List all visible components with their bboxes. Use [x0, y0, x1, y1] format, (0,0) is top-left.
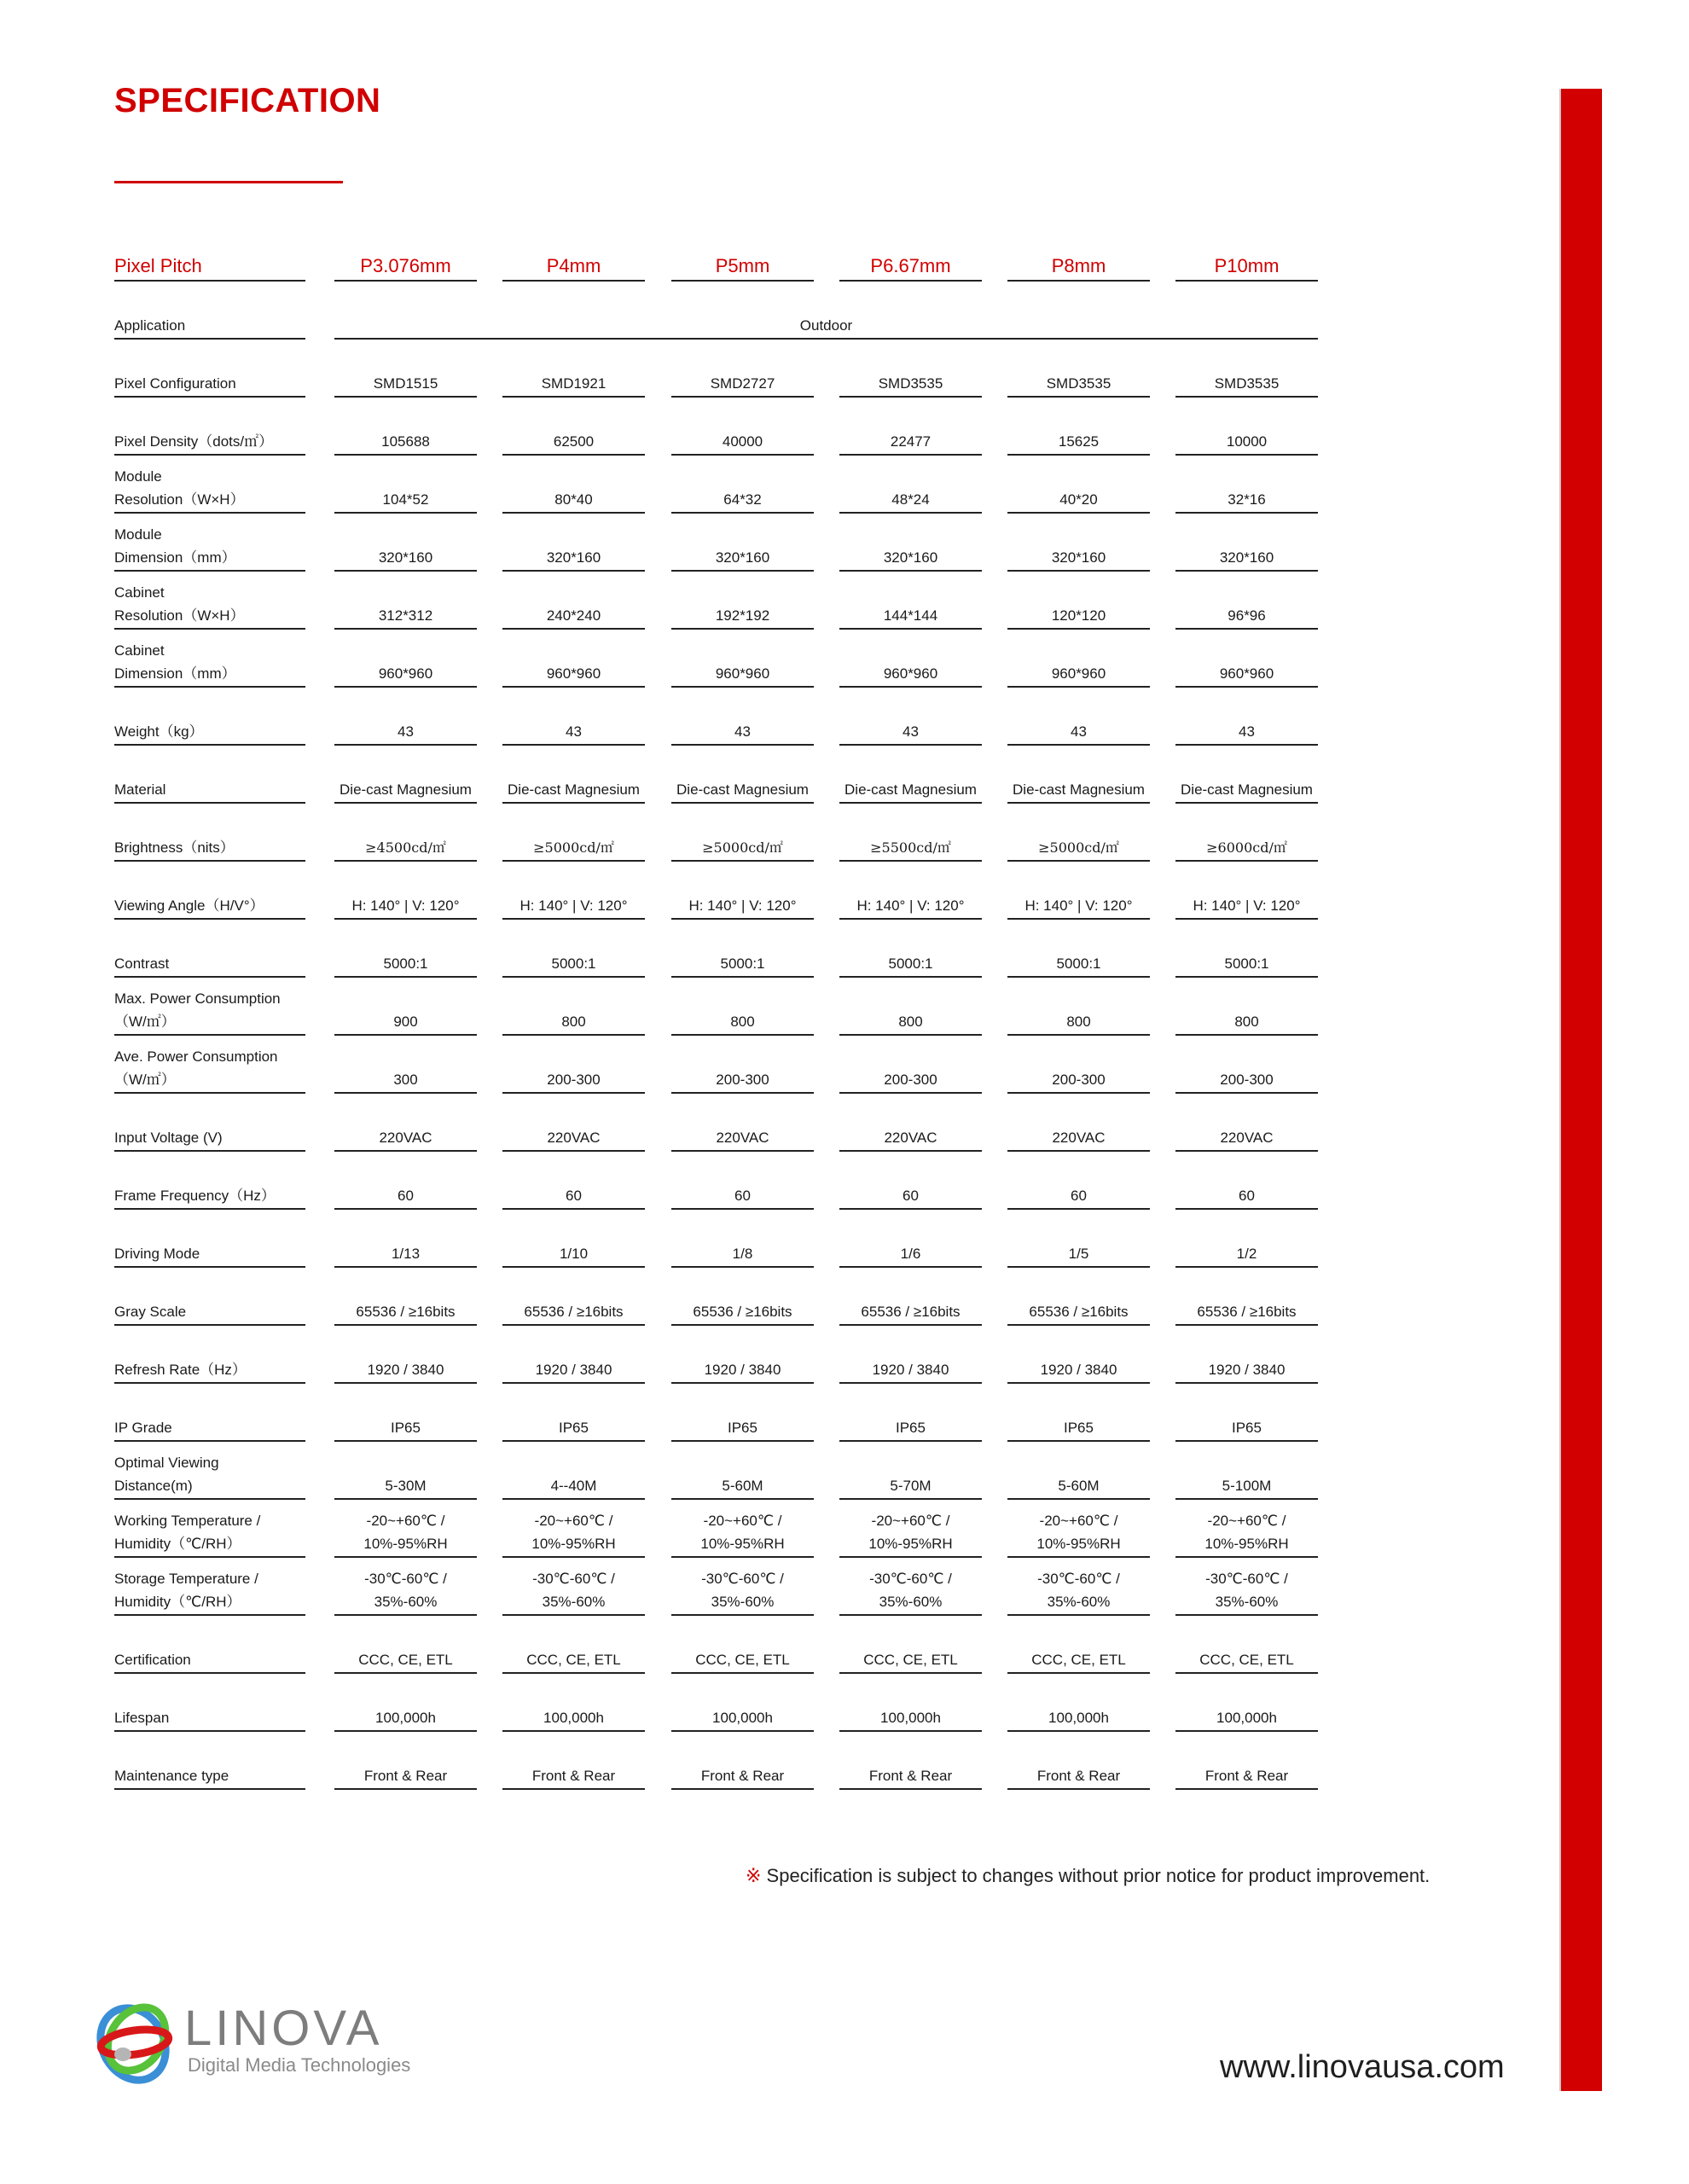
spec-row [0, 1558, 1689, 1616]
row-value: 60 [839, 1155, 982, 1210]
row-value: 5-60M [671, 1445, 814, 1500]
row-value: ≥4500cd/㎡ [334, 807, 477, 862]
row-label: Gray Scale [114, 1271, 305, 1326]
row-label: IP Grade [114, 1387, 305, 1442]
row-label: Max. Power Consumption （W/㎡） [114, 981, 305, 1036]
row-value: H: 140° | V: 120° [1007, 865, 1150, 920]
row-value: ≥5000cd/㎡ [1007, 807, 1150, 862]
row-value: H: 140° | V: 120° [839, 865, 982, 920]
row-value: 220VAC [502, 1097, 645, 1152]
header-col: P4mm [502, 227, 645, 282]
application-value: Outdoor [334, 285, 1318, 340]
logo-tagline: Digital Media Technologies [188, 2054, 411, 2076]
row-value: 5-70M [839, 1445, 982, 1500]
row-label: Pixel Configuration [114, 343, 305, 398]
row-label: Ave. Power Consumption （W/㎡） [114, 1039, 305, 1094]
spec-row [0, 920, 1689, 978]
row-value: Front & Rear [1175, 1735, 1318, 1790]
row-value: Die-cast Magnesium [502, 749, 645, 804]
header-col: P3.076mm [334, 227, 477, 282]
row-value: Front & Rear [1007, 1735, 1150, 1790]
row-value: -30℃-60℃ / 35%-60% [839, 1561, 982, 1616]
row-value: 1/5 [1007, 1213, 1150, 1268]
row-value: 312*312 [334, 575, 477, 630]
row-label: Input Voltage (V) [114, 1097, 305, 1152]
row-value: 960*960 [334, 633, 477, 688]
row-value: 800 [1007, 981, 1150, 1036]
row-value: 5-100M [1175, 1445, 1318, 1500]
header-col: P6.67mm [839, 227, 982, 282]
row-value: -20~+60℃ / 10%-95%RH [1007, 1503, 1150, 1558]
row-value: Front & Rear [839, 1735, 982, 1790]
website-link[interactable]: www.linovausa.com [1220, 2049, 1505, 2085]
row-value: 5000:1 [1007, 923, 1150, 978]
row-value: 800 [839, 981, 982, 1036]
row-label: Pixel Density（dots/㎡） [114, 401, 305, 456]
spec-row [0, 1152, 1689, 1210]
row-value: 104*52 [334, 459, 477, 514]
row-value: 1/2 [1175, 1213, 1318, 1268]
row-value: IP65 [334, 1387, 477, 1442]
row-value: CCC, CE, ETL [334, 1619, 477, 1674]
row-value: ≥5500cd/㎡ [839, 807, 982, 862]
row-value: ≥6000cd/㎡ [1175, 807, 1318, 862]
row-value: Front & Rear [671, 1735, 814, 1790]
row-label: Viewing Angle（H/V°） [114, 865, 305, 920]
row-value: IP65 [839, 1387, 982, 1442]
row-label: Cabinet Dimension（mm） [114, 633, 305, 688]
spec-row [0, 572, 1689, 630]
row-value: 100,000h [334, 1677, 477, 1732]
row-value: 800 [502, 981, 645, 1036]
row-value: 43 [334, 691, 477, 746]
row-value: 65536 / ≥16bits [1175, 1271, 1318, 1326]
row-value: 1920 / 3840 [502, 1329, 645, 1384]
row-value: IP65 [502, 1387, 645, 1442]
row-value: CCC, CE, ETL [839, 1619, 982, 1674]
row-value: 100,000h [502, 1677, 645, 1732]
spec-row [0, 1384, 1689, 1442]
row-label: Brightness（nits） [114, 807, 305, 862]
row-value: 200-300 [502, 1039, 645, 1094]
row-value: 220VAC [1175, 1097, 1318, 1152]
row-value: 960*960 [502, 633, 645, 688]
row-value: 144*144 [839, 575, 982, 630]
row-value: ≥5000cd/㎡ [502, 807, 645, 862]
row-value: 5000:1 [839, 923, 982, 978]
logo-wordmark: LINOVA [184, 2001, 383, 2056]
row-value: 105688 [334, 401, 477, 456]
spec-row [0, 398, 1689, 456]
row-value: 60 [1175, 1155, 1318, 1210]
row-value: -30℃-60℃ / 35%-60% [1175, 1561, 1318, 1616]
row-value: 320*160 [334, 517, 477, 572]
row-label: Material [114, 749, 305, 804]
title-underline [114, 181, 343, 183]
row-value: 5000:1 [671, 923, 814, 978]
row-value: IP65 [671, 1387, 814, 1442]
row-value: 1/8 [671, 1213, 814, 1268]
row-value: 40*20 [1007, 459, 1150, 514]
spec-row [0, 978, 1689, 1036]
row-value: 220VAC [839, 1097, 982, 1152]
row-label: Refresh Rate（Hz） [114, 1329, 305, 1384]
spec-row [0, 1326, 1689, 1384]
row-value: Front & Rear [502, 1735, 645, 1790]
row-value: 60 [502, 1155, 645, 1210]
row-value: 960*960 [1007, 633, 1150, 688]
footnote [746, 1865, 1430, 1887]
row-label: Module Dimension（mm） [114, 517, 305, 572]
row-value: 43 [839, 691, 982, 746]
row-label: Frame Frequency（Hz） [114, 1155, 305, 1210]
header-label: Pixel Pitch [114, 227, 305, 282]
row-value: 48*24 [839, 459, 982, 514]
row-value: 100,000h [1175, 1677, 1318, 1732]
row-value: 100,000h [839, 1677, 982, 1732]
row-value: 60 [671, 1155, 814, 1210]
row-value: Die-cast Magnesium [1175, 749, 1318, 804]
row-value: 100,000h [1007, 1677, 1150, 1732]
row-value: 200-300 [839, 1039, 982, 1094]
row-value: 96*96 [1175, 575, 1318, 630]
row-label: Optimal Viewing Distance(m) [114, 1445, 305, 1500]
row-value: 200-300 [1007, 1039, 1150, 1094]
row-value: SMD3535 [1007, 343, 1150, 398]
row-value: 320*160 [671, 517, 814, 572]
row-label: Working Temperature / Humidity（℃/RH） [114, 1503, 305, 1558]
row-value: 1920 / 3840 [671, 1329, 814, 1384]
row-value: H: 140° | V: 120° [502, 865, 645, 920]
row-value: ≥5000cd/㎡ [671, 807, 814, 862]
row-value: 5000:1 [502, 923, 645, 978]
header-col: P8mm [1007, 227, 1150, 282]
spec-row [0, 688, 1689, 746]
spec-row [0, 514, 1689, 572]
row-value: 100,000h [671, 1677, 814, 1732]
row-value: 960*960 [839, 633, 982, 688]
row-value: H: 140° | V: 120° [671, 865, 814, 920]
row-value: 900 [334, 981, 477, 1036]
spec-row [0, 456, 1689, 514]
row-value: SMD3535 [839, 343, 982, 398]
row-value: 65536 / ≥16bits [1007, 1271, 1150, 1326]
header-col: P5mm [671, 227, 814, 282]
spec-row [0, 804, 1689, 862]
row-label: Certification [114, 1619, 305, 1674]
spec-row [0, 1268, 1689, 1326]
row-value: -30℃-60℃ / 35%-60% [1007, 1561, 1150, 1616]
spec-row [0, 1094, 1689, 1152]
spec-row [0, 1442, 1689, 1500]
row-value: 43 [1007, 691, 1150, 746]
row-value: 65536 / ≥16bits [839, 1271, 982, 1326]
row-value: 240*240 [502, 575, 645, 630]
row-value: 5-60M [1007, 1445, 1150, 1500]
row-value: 64*32 [671, 459, 814, 514]
row-value: CCC, CE, ETL [502, 1619, 645, 1674]
row-value: -30℃-60℃ / 35%-60% [671, 1561, 814, 1616]
row-value: Die-cast Magnesium [839, 749, 982, 804]
row-value: -30℃-60℃ / 35%-60% [334, 1561, 477, 1616]
row-value: 15625 [1007, 401, 1150, 456]
row-value: 800 [1175, 981, 1318, 1036]
row-value: SMD1921 [502, 343, 645, 398]
row-value: 320*160 [839, 517, 982, 572]
row-label: Cabinet Resolution（W×H） [114, 575, 305, 630]
row-value: 192*192 [671, 575, 814, 630]
row-value: H: 140° | V: 120° [334, 865, 477, 920]
row-value: IP65 [1007, 1387, 1150, 1442]
row-label: Weight（kg） [114, 691, 305, 746]
row-label: Contrast [114, 923, 305, 978]
row-value: 300 [334, 1039, 477, 1094]
row-value: SMD2727 [671, 343, 814, 398]
row-value: 220VAC [334, 1097, 477, 1152]
row-value: -20~+60℃ / 10%-95%RH [502, 1503, 645, 1558]
spec-row [0, 340, 1689, 398]
row-value: 32*16 [1175, 459, 1318, 514]
row-value: 1920 / 3840 [1007, 1329, 1150, 1384]
row-value: SMD1515 [334, 343, 477, 398]
row-value: Die-cast Magnesium [334, 749, 477, 804]
spec-row [0, 1210, 1689, 1268]
row-value: SMD3535 [1175, 343, 1318, 398]
row-value: 60 [1007, 1155, 1150, 1210]
row-value: 43 [1175, 691, 1318, 746]
row-value: 65536 / ≥16bits [502, 1271, 645, 1326]
row-value: 960*960 [1175, 633, 1318, 688]
row-value: -20~+60℃ / 10%-95%RH [334, 1503, 477, 1558]
row-value: 62500 [502, 401, 645, 456]
spec-row [0, 746, 1689, 804]
row-label: Application [114, 285, 305, 340]
row-value: 1/10 [502, 1213, 645, 1268]
note-text: Specification is subject to changes without prior notice for product improvement. [761, 1865, 1431, 1886]
row-value: 1920 / 3840 [334, 1329, 477, 1384]
row-value: 320*160 [1007, 517, 1150, 572]
row-value: 80*40 [502, 459, 645, 514]
spec-row [0, 1500, 1689, 1558]
row-value: 120*120 [1007, 575, 1150, 630]
row-value: CCC, CE, ETL [1007, 1619, 1150, 1674]
row-value: CCC, CE, ETL [671, 1619, 814, 1674]
row-label: Lifespan [114, 1677, 305, 1732]
row-value: Die-cast Magnesium [671, 749, 814, 804]
row-value: 800 [671, 981, 814, 1036]
page-title: SPECIFICATION [114, 82, 381, 119]
row-value: -20~+60℃ / 10%-95%RH [671, 1503, 814, 1558]
row-value: 5-30M [334, 1445, 477, 1500]
row-label: Storage Temperature / Humidity（℃/RH） [114, 1561, 305, 1616]
spec-row-application [0, 282, 1689, 340]
row-value: Die-cast Magnesium [1007, 749, 1150, 804]
row-value: 60 [334, 1155, 477, 1210]
spec-row [0, 1036, 1689, 1094]
spec-header-row [0, 224, 1689, 282]
row-value: 5000:1 [1175, 923, 1318, 978]
row-value: 220VAC [1007, 1097, 1150, 1152]
row-value: 1/13 [334, 1213, 477, 1268]
row-value: Front & Rear [334, 1735, 477, 1790]
row-value: IP65 [1175, 1387, 1318, 1442]
spec-row [0, 1674, 1689, 1732]
row-value: 200-300 [671, 1039, 814, 1094]
row-value: 320*160 [1175, 517, 1318, 572]
row-value: 65536 / ≥16bits [671, 1271, 814, 1326]
row-value: 960*960 [671, 633, 814, 688]
row-value: H: 140° | V: 120° [1175, 865, 1318, 920]
row-value: 4--40M [502, 1445, 645, 1500]
row-value: CCC, CE, ETL [1175, 1619, 1318, 1674]
row-value: -30℃-60℃ / 35%-60% [502, 1561, 645, 1616]
row-label: Maintenance type [114, 1735, 305, 1790]
row-label: Driving Mode [114, 1213, 305, 1268]
spec-row [0, 1616, 1689, 1674]
spec-row [0, 1732, 1689, 1790]
note-mark: ※ [746, 1865, 762, 1886]
row-value: 1/6 [839, 1213, 982, 1268]
row-label: Module Resolution（W×H） [114, 459, 305, 514]
row-value: 22477 [839, 401, 982, 456]
row-value: 43 [502, 691, 645, 746]
row-value: 5000:1 [334, 923, 477, 978]
row-value: 200-300 [1175, 1039, 1318, 1094]
row-value: -20~+60℃ / 10%-95%RH [839, 1503, 982, 1558]
row-value: 10000 [1175, 401, 1318, 456]
row-value: 1920 / 3840 [1175, 1329, 1318, 1384]
row-value: 40000 [671, 401, 814, 456]
spec-row [0, 630, 1689, 688]
row-value: -20~+60℃ / 10%-95%RH [1175, 1503, 1318, 1558]
row-value: 320*160 [502, 517, 645, 572]
row-value: 220VAC [671, 1097, 814, 1152]
spec-row [0, 862, 1689, 920]
row-value: 1920 / 3840 [839, 1329, 982, 1384]
header-col: P10mm [1175, 227, 1318, 282]
row-value: 65536 / ≥16bits [334, 1271, 477, 1326]
row-value: 43 [671, 691, 814, 746]
